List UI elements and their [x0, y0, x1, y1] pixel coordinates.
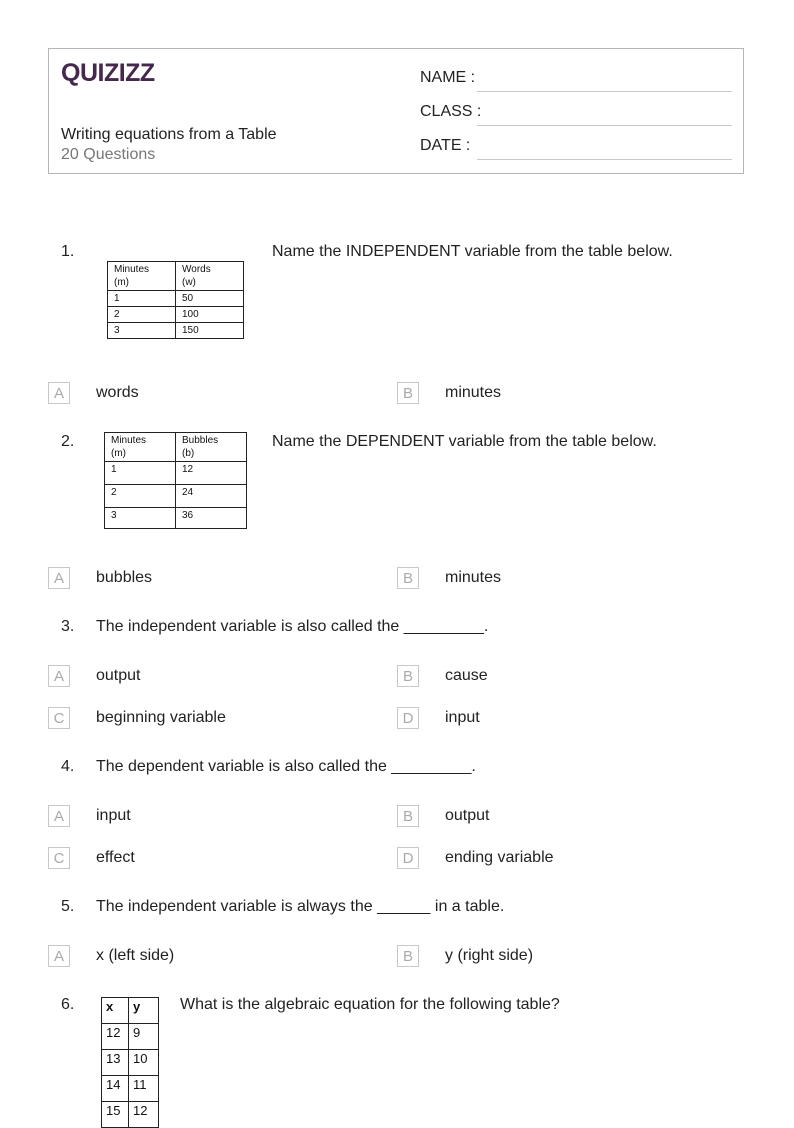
option-letter: C	[48, 707, 70, 729]
table-header-cell: Minutes (m)	[105, 433, 176, 462]
table-cell: 50	[176, 291, 244, 307]
table-cell: 15	[102, 1102, 129, 1128]
question-number: 5.	[61, 898, 75, 915]
table-cell: 24	[176, 485, 247, 508]
question-count: 20 Questions	[61, 146, 156, 163]
worksheet-header	[48, 48, 744, 174]
option-letter: B	[397, 382, 419, 404]
class-field[interactable]	[420, 103, 732, 127]
table-cell: 100	[176, 307, 244, 323]
option-letter: B	[397, 805, 419, 827]
option-letter: C	[48, 847, 70, 869]
option-text: output	[96, 667, 141, 684]
table-cell: 12	[102, 1024, 129, 1050]
option-letter: B	[397, 567, 419, 589]
option-text: words	[96, 384, 139, 401]
option-letter: D	[397, 847, 419, 869]
question-text: The independent variable is always the ______ in a table.	[96, 898, 505, 915]
option-letter: A	[48, 805, 70, 827]
table-cell: 11	[129, 1076, 159, 1102]
data-table	[104, 432, 247, 529]
name-label: NAME :	[420, 69, 476, 86]
class-label: CLASS :	[420, 103, 482, 120]
option-text: output	[445, 807, 490, 824]
option-letter: A	[48, 382, 70, 404]
option-text: minutes	[445, 384, 502, 401]
table-cell: 14	[102, 1076, 129, 1102]
question-text: Name the INDEPENDENT variable from the table below.	[272, 243, 673, 260]
table-cell: 12	[129, 1102, 159, 1128]
option-text: ending variable	[445, 849, 554, 866]
table-cell: 10	[129, 1050, 159, 1076]
option-text: bubbles	[96, 569, 153, 586]
option-text: minutes	[445, 569, 502, 586]
option-text: effect	[96, 849, 135, 866]
table-cell: 12	[176, 462, 247, 485]
table-cell: 36	[176, 508, 247, 529]
question-number: 3.	[61, 618, 75, 635]
table-header-cell: Minutes (m)	[108, 262, 176, 291]
question-text: The independent variable is also called the _________.	[96, 618, 489, 635]
option-letter: B	[397, 945, 419, 967]
table-header-cell: Words (w)	[176, 262, 244, 291]
option-text: beginning variable	[96, 709, 226, 726]
option-letter: A	[48, 567, 70, 589]
option-letter: B	[397, 665, 419, 687]
name-field[interactable]	[420, 69, 732, 93]
question-number: 4.	[61, 758, 75, 775]
table-header-cell: Bubbles (b)	[176, 433, 247, 462]
question-text: What is the algebraic equation for the following table?	[180, 996, 560, 1013]
option-text: x (left side)	[96, 947, 175, 964]
date-field[interactable]	[420, 137, 732, 161]
table-cell: 2	[105, 485, 176, 508]
xy-table	[101, 997, 159, 1128]
date-line[interactable]	[477, 159, 732, 160]
date-label: DATE :	[420, 137, 471, 154]
table-cell: 9	[129, 1024, 159, 1050]
question-number: 6.	[61, 996, 75, 1013]
option-letter: A	[48, 945, 70, 967]
question-text: Name the DEPENDENT variable from the table below.	[272, 433, 657, 450]
option-text: input	[445, 709, 480, 726]
class-line[interactable]	[477, 125, 732, 126]
question-text: The dependent variable is also called the _________.	[96, 758, 476, 775]
question-number: 1.	[61, 243, 75, 260]
table-header-cell: y	[129, 998, 159, 1024]
table-cell: 150	[176, 323, 244, 339]
table-cell: 3	[108, 323, 176, 339]
option-text: input	[96, 807, 131, 824]
option-letter: D	[397, 707, 419, 729]
name-line[interactable]	[477, 91, 732, 92]
option-text: y (right side)	[445, 947, 534, 964]
table-cell: 1	[108, 291, 176, 307]
worksheet-title: Writing equations from a Table	[61, 126, 277, 143]
table-header-cell: x	[102, 998, 129, 1024]
table-cell: 1	[105, 462, 176, 485]
data-table	[107, 261, 244, 339]
quizizz-logo: QUIZIZZ	[61, 59, 155, 87]
option-text: cause	[445, 667, 488, 684]
table-cell: 3	[105, 508, 176, 529]
table-cell: 2	[108, 307, 176, 323]
option-letter: A	[48, 665, 70, 687]
question-number: 2.	[61, 433, 75, 450]
table-cell: 13	[102, 1050, 129, 1076]
